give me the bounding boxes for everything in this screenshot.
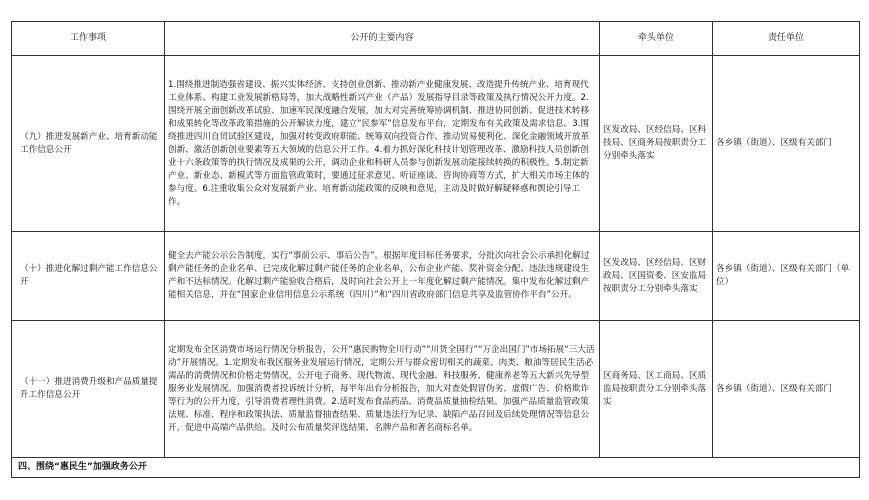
header-content: 公开的主要内容 <box>165 22 600 56</box>
work-item-cell: （十）推进化解过剩产能工作信息公开 <box>12 232 165 321</box>
table-row <box>12 232 860 321</box>
section-heading: 四、围绕“惠民生”加强政务公开 <box>12 458 713 478</box>
responsible-unit-cell: 各乡镇（街道）、区级有关部门 <box>713 321 860 458</box>
header-responsible-unit: 责任单位 <box>713 22 860 56</box>
policy-table <box>11 21 860 478</box>
header-row <box>12 22 860 56</box>
lead-unit-cell: 区商务局、区工商局、区质监局按职责分工分别牵头落实 <box>600 321 713 458</box>
content-cell: 1.围绕推进制造强省建设、振兴实体经济、支持创业创新、推动新产业健康发展、改造提升传统产业、培育现代工业体系、构建工业发展新格局等，加大战略性新兴产业（产品）发展指导目录等政策及执行情况公开力度。2.围绕开展全面创新改革试验、加速军民深度融合发展，加大对完善统筹协调机制、推进协同创新、促进技术转移和成果转化等改革政策措施的公开解读力度，建立“民参军”信息发布平台，定期发布有关政策及需求信息。3.围绕推进四川自贸试验区建设，加强对转变政府职能、统筹双向投资合作、推动贸易便利化、深化金融领域开放革创新、激活创新创业要素等五大领域的信息公开工作。4.着力抓好深化科技计划管理改革、激励科技人员创新创业十六条政策等的执行情况及成果的公开，调动企业和科研人员参与创新发展动能接续转换的积极性。5.制定新产业、新业态、新模式等方面监管政策时，要通过征求意见、听证座谈、咨询协商等方式，扩大相关市场主体的参与度。6.注重收集公众对发展新产业、培育新动能政策的反映和意见，主动及时做好解疑释惑和舆论引导工作。 <box>165 56 600 232</box>
content-cell: 定期发布全区消费市场运行情况分析报告，公开“惠民购物全川行动”“川货全国行”“万企出国门”市场拓展“三大活动”开展情况。1.定期发布我区服务业发展运行情况，定期公开与群众密切相关的蔬菜、肉类、粮油等居民生活必需品的消费情况和价格走势情况，公开电子商务、现代物流、现代金融、科技服务、健康养老等五大新兴先导型服务业发展情况。加强消费者投诉统计分析，每半年出台分析报告，加大对查处假冒伪劣、虚假广告、价格欺诈等行为的公开力度，引导消费者理性消费。2.适时发布食品药品、消费品质量抽检结果。加强产品质量监管政策法规、标准、程序和政策执法、质量监督抽查结果、质量违法行为记录、缺陷产品召回及后续处理情况等信息公开，促进中高端产品供给。及时公布质量奖评选结果、名牌产品和著名商标名单。 <box>165 321 600 458</box>
work-item-cell: （九）推进发展新产业、培育新动能工作信息公开 <box>12 56 165 232</box>
section-empty-cell <box>713 458 860 478</box>
header-lead-unit: 牵头单位 <box>600 22 713 56</box>
section-row <box>12 458 860 478</box>
header-work-item: 工作事项 <box>12 22 165 56</box>
responsible-unit-cell: 各乡镇（街道）、区级有关部门 <box>713 56 860 232</box>
table-row <box>12 321 860 458</box>
table-row <box>12 56 860 232</box>
lead-unit-cell: 区发改局、区经信局、区财政局、区国资委、区安监局按职责分工分别牵头落实 <box>600 232 713 321</box>
responsible-unit-cell: 各乡镇（街道）、区级有关部门（单位） <box>713 232 860 321</box>
lead-unit-cell: 区发改局、区经信局、区科技局、区商务局按职责分工分别牵头落实 <box>600 56 713 232</box>
content-cell: 健全去产能公示公告制度，实行“事前公示、事后公告”。根据年度目标任务要求，分批次向社会公示承担化解过剩产能任务的企业名单、已完成化解过剩产能任务的企业名单，公布企业产能、奖补资金分配、违法违规建设生产和不达标情况。化解过剩产能验收合格后，及时向社会公开上一年度化解过剩产能情况。集中发布化解过剩产能相关信息，并在“国家企业信用信息公示系统（四川）”和“四川省政府部门信息共享及监管协作平台”公开。 <box>165 232 600 321</box>
work-item-cell: （十一）推进消费升级和产品质量提升工作信息公开 <box>12 321 165 458</box>
